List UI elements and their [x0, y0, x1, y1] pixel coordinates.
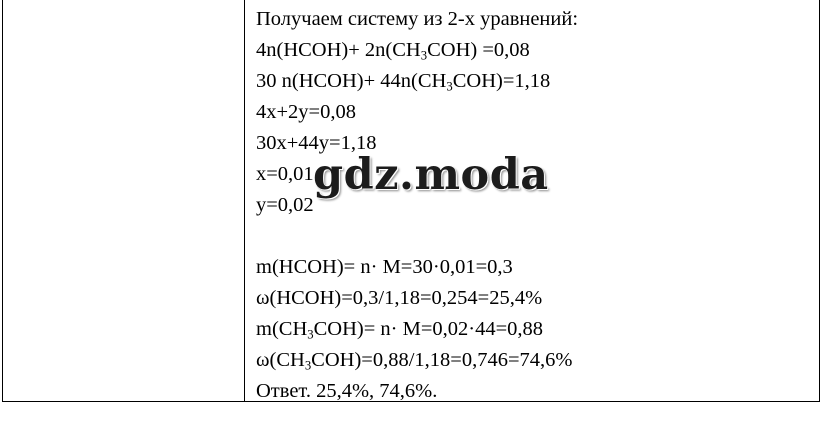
- solution-line: [256, 345, 812, 376]
- solution-line: [256, 66, 812, 97]
- text-segment: m(CH: [256, 318, 308, 340]
- solution-line: [256, 314, 812, 345]
- text-segment: Ответ. 25,4%, 74,6%.: [256, 380, 438, 402]
- text-segment: x=0,01: [256, 163, 314, 185]
- text-segment: ω(CH: [256, 349, 305, 371]
- subscript: 3: [304, 358, 312, 373]
- text-segment: ω(HCOH)=0,3/1,18=0,254=25,4%: [256, 287, 543, 309]
- text-segment: COH)= n· M=0,02·44=0,88: [313, 318, 544, 340]
- text-segment: m(HCOH)= n· M=30·0,01=0,3: [256, 256, 513, 278]
- text-segment: 30 n(HCOH)+ 44n(CH: [256, 70, 447, 92]
- text-segment: 4x+2y=0,08: [256, 101, 356, 123]
- text-segment: 4n(HCOH)+ 2n(CH: [256, 39, 421, 61]
- subscript: 3: [446, 79, 453, 94]
- subscript: 3: [307, 327, 314, 342]
- text-segment: y=0,02: [256, 194, 314, 216]
- text-segment: 30x+44y=1,18: [256, 132, 377, 154]
- solution-line: [256, 376, 812, 407]
- subscript: 3: [420, 48, 428, 63]
- table-column-divider: [244, 0, 245, 402]
- watermark-logo: gdz.moda: [313, 150, 549, 200]
- solution-line: [256, 283, 812, 314]
- text-segment: COH) =0,08: [427, 39, 530, 61]
- text-segment: COH)=1,18: [452, 70, 551, 92]
- text-segment: Получаем систему из 2-х уравнений:: [256, 8, 579, 30]
- text-segment: COH)=0,88/1,18=0,746=74,6%: [311, 349, 573, 371]
- solution-line: [256, 4, 812, 35]
- blank-line: [256, 221, 812, 252]
- solution-line: [256, 97, 812, 128]
- solution-text-cell: [256, 4, 812, 407]
- solution-line: [256, 252, 812, 283]
- solution-line: [256, 35, 812, 66]
